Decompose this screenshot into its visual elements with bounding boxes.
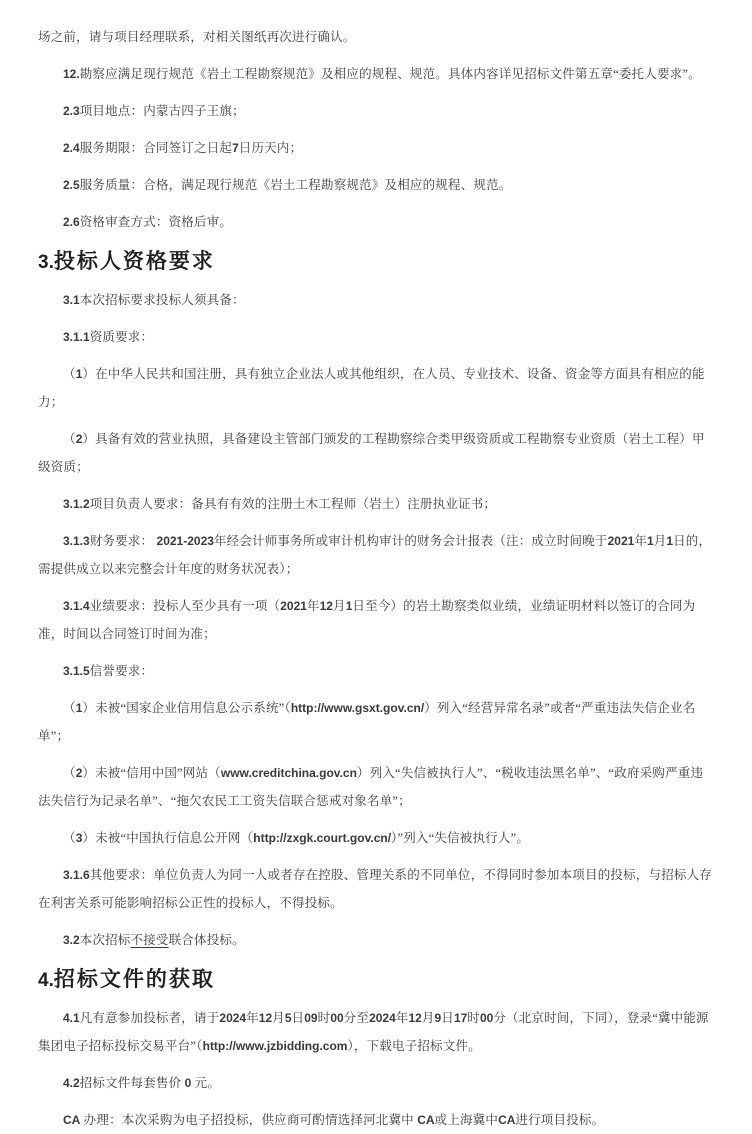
latin-run: 3.: [38, 252, 54, 273]
latin-run: 2.3: [63, 104, 80, 118]
text-run: 3.1.6其他要求：单位负责人为同一人或者存在控股、管理关系的不同单位，不得同时参加本项目的投标，与招标人存在利害关系可能影响招标公正性的投标人，不得投标。: [38, 868, 713, 910]
para-3-1-5-item-2: [38, 759, 714, 815]
latin-run: 2021-2023: [156, 534, 214, 548]
latin-run: 17: [453, 1011, 468, 1025]
para-3-1-4-performance: [38, 592, 714, 648]
latin-run: 4.: [38, 970, 54, 991]
para-2-4-service-period: [38, 134, 714, 162]
latin-run: 3.1.6: [63, 868, 90, 882]
text-run: （2）未被“信用中国”网站（www.creditchina.gov.cn）列入“失信被执行人”、“税收违法黑名单”、“政府采购严重违法失信行为记录名单”、“拖欠农民工工资失信联合惩戒对象名单”；: [38, 766, 704, 808]
latin-run: 2021: [280, 599, 307, 613]
para-3-1-1-qualification: [38, 323, 714, 351]
text-run: 3.1本次招标要求投标人须具备：: [63, 293, 245, 307]
latin-run: 12: [319, 599, 333, 613]
heading-3-bidder-qualification: [38, 245, 714, 279]
latin-run: 2024: [219, 1011, 247, 1025]
para-2-5-service-quality: [38, 171, 714, 199]
text-run: （3）未被“中国执行信息公开网（http://zxgk.court.gov.cn/）”列入“失信被执行人”。: [63, 831, 530, 845]
latin-run: 2.5: [63, 178, 80, 192]
text-run: 3.1.4业绩要求：投标人至少具有一项（2021年12月1日至今）的岩土勘察类似业绩，业绩证明材料以签订的合同为准，时间以合同签订时间为准；: [38, 599, 696, 641]
underlined-text: 不接受: [130, 933, 169, 947]
para-3-1-6-other: [38, 861, 714, 917]
latin-run: 3.2: [63, 933, 80, 947]
latin-run: 1: [75, 367, 83, 381]
text-run: 2.4服务期限：合同签订之日起7日历天内；: [63, 141, 303, 155]
latin-run: 2021: [607, 534, 635, 548]
para-3-1-1-item-2: [38, 425, 714, 481]
latin-run: 2: [75, 766, 83, 780]
latin-run: 1: [647, 534, 654, 548]
para-3-1-2-project-leader: [38, 490, 714, 518]
para-3-1-5-item-3: [38, 824, 714, 852]
para-3-1-requirements-intro: [38, 286, 714, 314]
para-4-2-price: [38, 1069, 714, 1097]
para-3-1-1-item-1: [38, 360, 714, 416]
para-ca-handling: [38, 1106, 714, 1134]
latin-run: 1: [75, 701, 83, 715]
text-run: 2.3项目地点：内蒙古四子王旗；: [63, 104, 245, 118]
text-run: 4.2招标文件每套售价 0 元。: [63, 1076, 221, 1090]
latin-run: 7: [232, 141, 239, 155]
latin-run: 3: [75, 831, 83, 845]
latin-run: http://www.gsxt.gov.cn/: [290, 701, 425, 715]
latin-run: 00: [480, 1011, 494, 1025]
para-3-1-5-item-1: [38, 694, 714, 750]
text-run: 2.5服务质量：合格，满足现行规范《岩土工程勘察规范》及相应的规程、规范。: [63, 178, 512, 192]
para-2-3-project-location: [38, 97, 714, 125]
text-run: 场之前，请与项目经理联系，对相关图纸再次进行确认。: [38, 30, 356, 44]
latin-run: http://www.jzbidding.com: [202, 1039, 348, 1053]
text-run: 3.1.3财务要求： 2021-2023年经会计师事务所或审计机构审计的财务会计报表（注：成立时间晚于2021年1月1日的，需提供成立以来完整会计年度的财务状况表）；: [38, 534, 712, 576]
text-run: 3.1.5信誉要求：: [63, 664, 154, 678]
latin-run: 3.1.5: [63, 664, 90, 678]
para-item-12-survey-spec: [38, 60, 714, 88]
latin-run: http://zxgk.court.gov.cn/: [253, 831, 392, 845]
text-run: 联合体投标。: [168, 933, 245, 947]
latin-run: 3.1: [63, 293, 80, 307]
para-site-reconfirm: [38, 23, 714, 51]
text-run: 3.1.2项目负责人要求：备具有有效的注册土木工程师（岩土）注册执业证书；: [63, 497, 497, 511]
latin-run: 1: [345, 599, 353, 613]
latin-run: 2.4: [63, 141, 80, 155]
text-run: 3.2本次招标: [63, 933, 131, 947]
latin-run: 9: [434, 1011, 442, 1025]
latin-run: 4.2: [63, 1076, 80, 1090]
latin-run: 09: [304, 1011, 318, 1025]
latin-run: 3.1.1: [63, 330, 90, 344]
text-run: 12.勘察应满足现行规范《岩土工程勘察规范》及相应的规程、规范。具体内容详见招标文件第五章“委托人要求”。: [63, 67, 701, 81]
para-3-1-5-credit: [38, 657, 714, 685]
text-run: CA 办理：本次采购为电子招投标，供应商可酌情选择河北冀中 CA或上海冀中CA进行项目投标。: [63, 1113, 605, 1127]
latin-run: 2.6: [63, 215, 80, 229]
text-run: 4.1凡有意参加投标者，请于2024年12月5日09时00分至2024年12月9日17时00分（北京时间，下同），登录“冀中能源集团电子招标投标交易平台”（http://www.jzbidding.com），下载电子招标文件。: [38, 1011, 709, 1053]
para-4-1-download: [38, 1004, 714, 1060]
heading-4-obtain-documents: [38, 963, 714, 997]
text-run: （1）在中华人民共和国注册，具有独立企业法人或其他组织，在人员、专业技术、设备、资金等方面具有相应的能力；: [38, 367, 705, 409]
latin-run: 00: [330, 1011, 344, 1025]
text-run: （1）未被“国家企业信用信息公示系统”（http://www.gsxt.gov.cn/）列入“经营异常名录”或者“严重违法失信企业名单”；: [38, 701, 696, 743]
text-run: 3.1.1资质要求：: [63, 330, 154, 344]
latin-run: CA: [63, 1113, 81, 1127]
latin-run: 5: [284, 1011, 292, 1025]
latin-run: CA: [417, 1113, 435, 1127]
latin-run: 12.: [63, 67, 80, 81]
latin-run: 4.1: [63, 1011, 80, 1025]
latin-run: 2024: [369, 1011, 396, 1025]
latin-run: 3.1.4: [63, 599, 90, 613]
para-3-2-no-consortium: [38, 926, 714, 954]
text-run: 3.投标人资格要求: [38, 249, 215, 273]
latin-run: 1: [666, 534, 674, 548]
text-run: 4.招标文件的获取: [38, 967, 215, 991]
latin-run: 12: [258, 1011, 273, 1025]
latin-run: CA: [498, 1113, 516, 1127]
latin-run: 2: [75, 432, 83, 446]
text-run: （2）具备有效的营业执照，具备建设主管部门颁发的工程勘察综合类甲级资质或工程勘察专业资质（岩土工程）甲级资质；: [38, 432, 705, 474]
latin-run: 3.1.3: [63, 534, 90, 548]
latin-run: 3.1.2: [63, 497, 90, 511]
latin-run: 12: [408, 1011, 422, 1025]
text-run: 2.6资格审查方式：资格后审。: [63, 215, 233, 229]
latin-run: 0: [184, 1076, 192, 1090]
para-2-6-qualification-review: [38, 208, 714, 236]
latin-run: www.creditchina.gov.cn: [220, 766, 357, 780]
para-3-1-3-financial: [38, 527, 714, 583]
